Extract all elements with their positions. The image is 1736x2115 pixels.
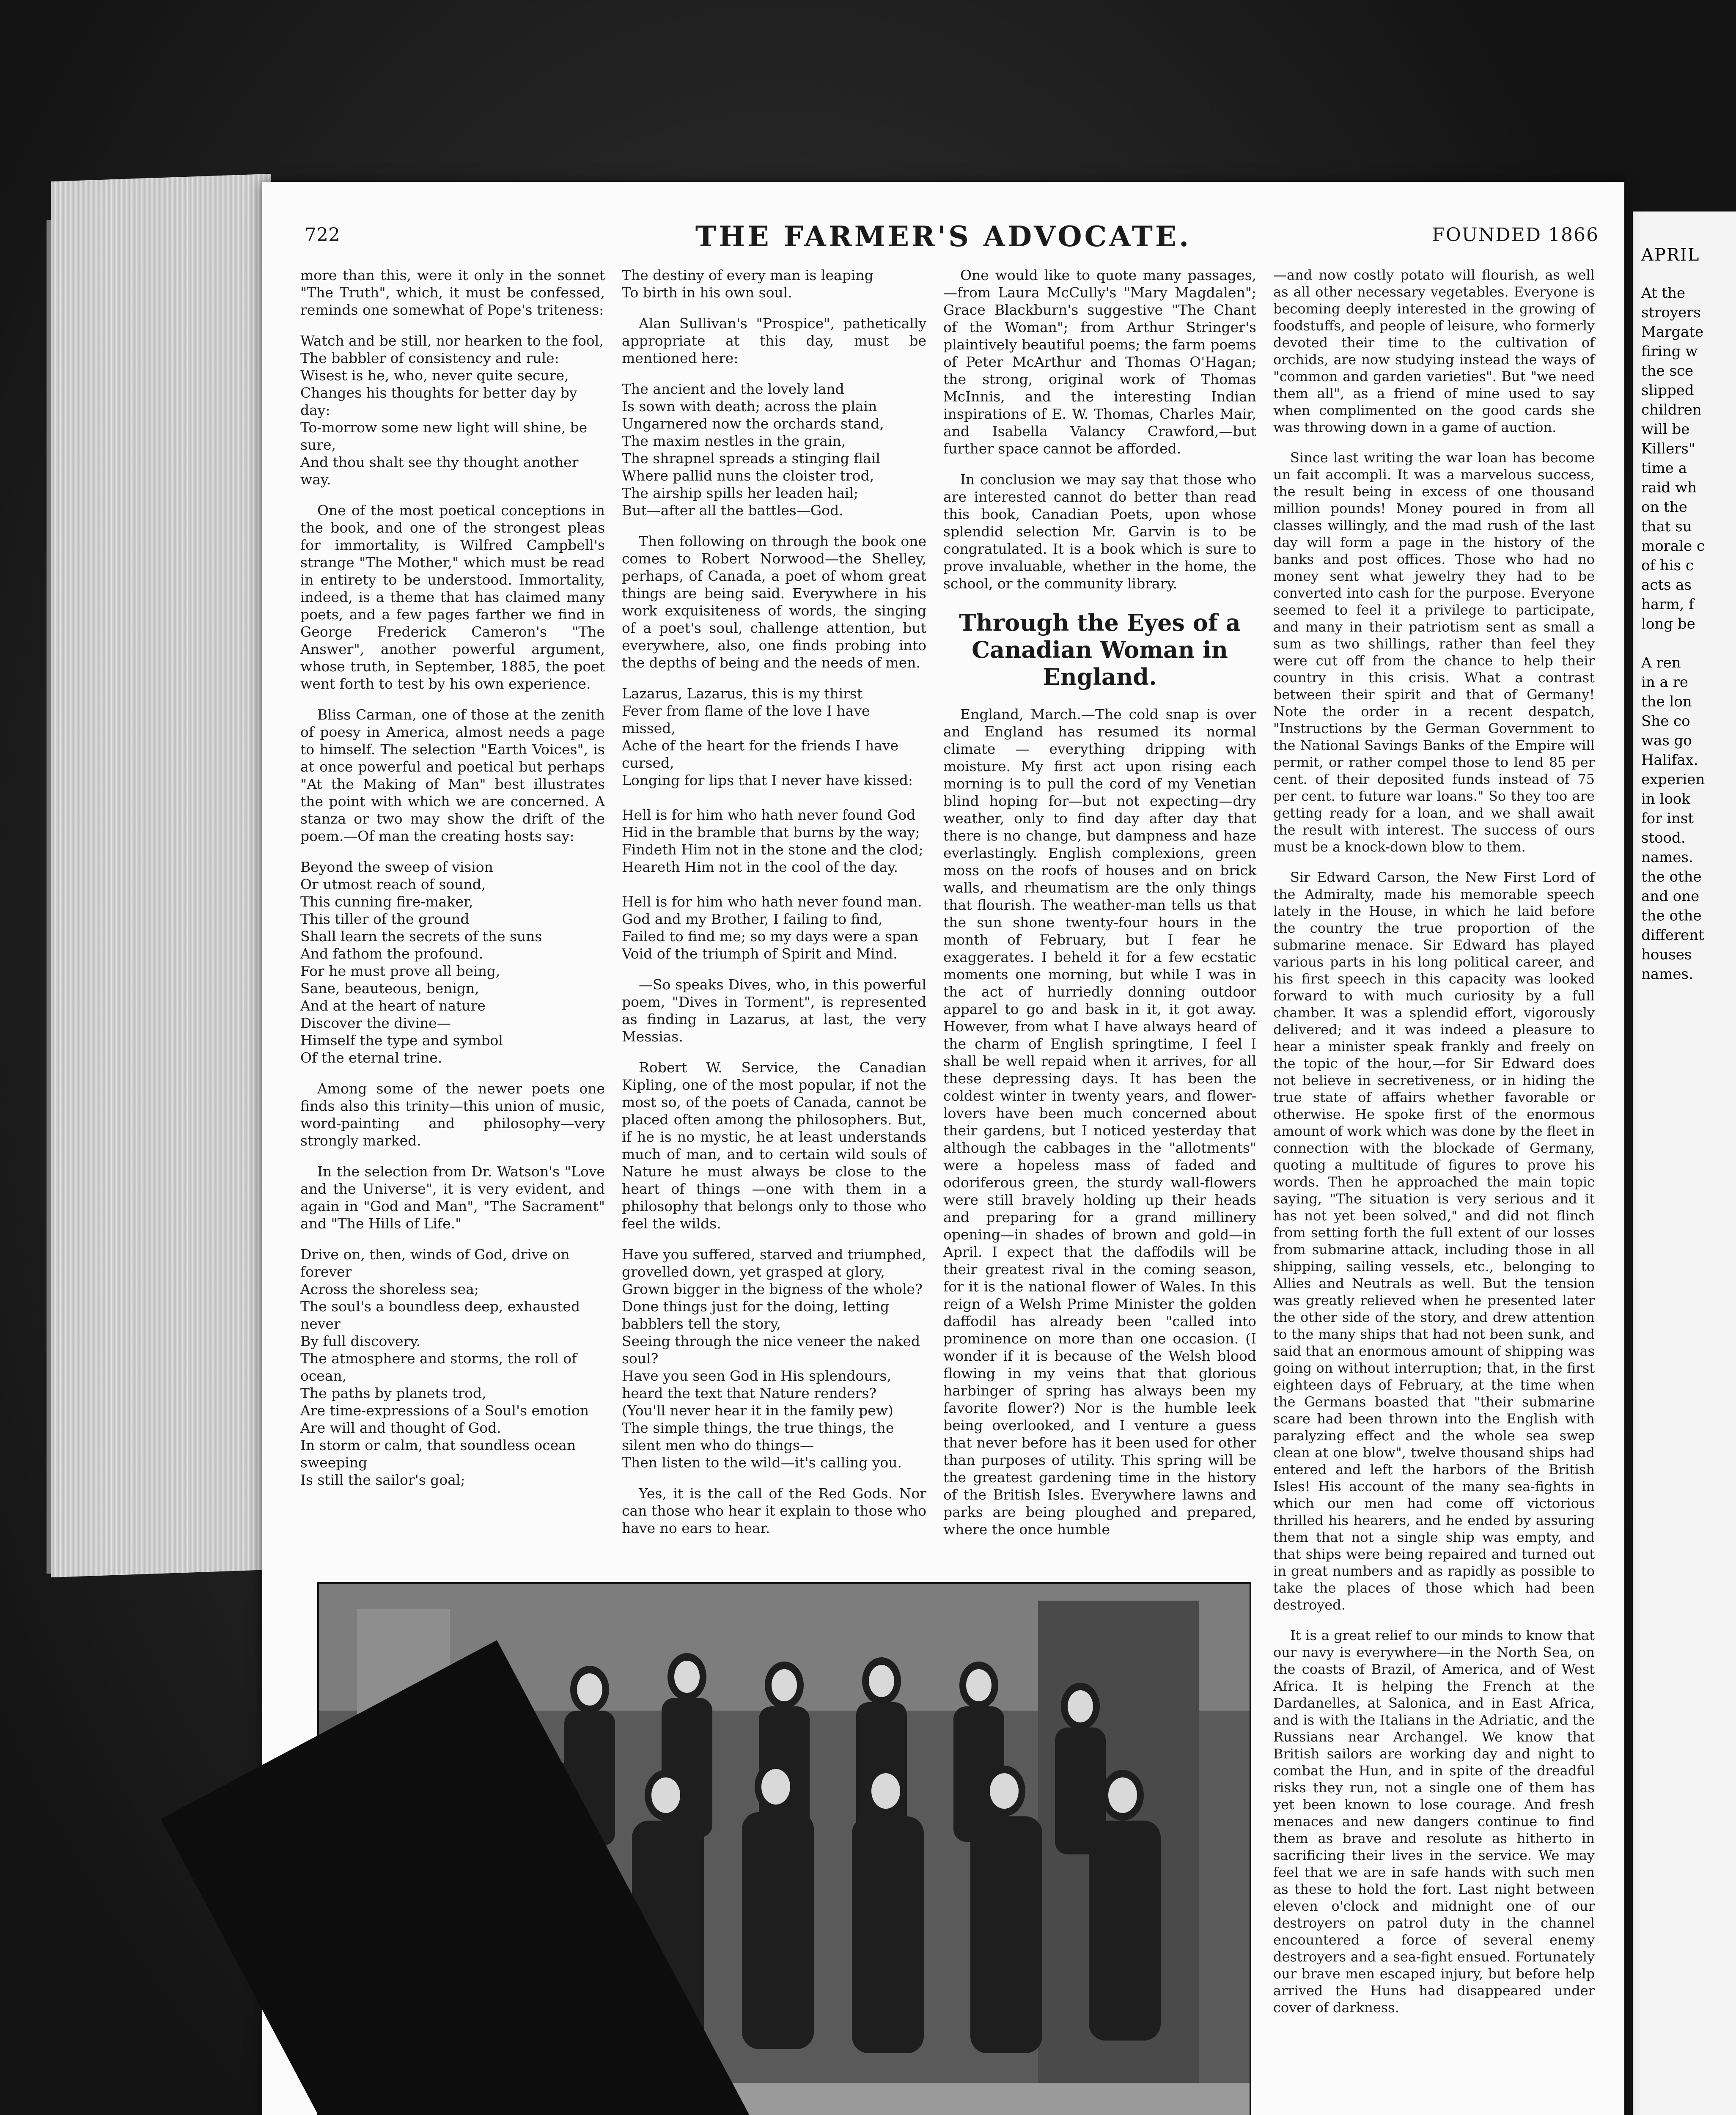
article-title: Through the Eyes of a Canadian Woman in England. <box>959 609 1241 690</box>
next-page-header: APRIL <box>1641 245 1700 265</box>
verse: Watch and be still, nor hearken to the fool, The babbler of consistency and rule: Wisest is he, who, never quite secure, Changes his thoughts for better day by day: To-morrow some new light will shine, be sure, And thou shalt see thy thought another way. <box>300 332 604 488</box>
page-header <box>262 199 1624 258</box>
paragraph: In the selection from Dr. Watson's "Love and the Universe", it is very evident, and again in "God and Man", "The Sacrament" and "The Hills of Life." <box>300 1163 605 1232</box>
masthead: THE FARMER'S ADVOCATE. <box>695 220 1192 253</box>
paragraph: Since last writing the war loan has become un fait accompli. It was a marvelous success, the result being in excess of one thousand million pounds! Money poured in from all classes willingly, and the mad rush of the last day will form a page in the history of the banks and post offices. Those who had no money sent what jewelry they had to be converted into cash for the purpose. Everyone seemed to feel it a privilege to participate, and many in their patriotism sent as small a sum as two shillings, rather than feel they were cut off from the chance to help their country in this crisis. What a contrast between their spirit and that of Germany! Note the order in a recent despatch, "Instructions by the German Government to the National Savings Banks of the Empire will permit, or rather compel those to lend 85 per cent. of their deposited funds instead of 75 per cent. to future war loans." So they too are getting ready for a loan, and we shall await the result with interest. The success of ours must be a knock-down blow to them. <box>1273 450 1595 855</box>
paragraph: One of the most poetical conceptions in the book, and one of the strongest pleas for immortality, is Wilfred Campbell's strange "The Mother," which must be read in entirety to be understood. Immortality, indeed, is a theme that has claimed many poets, and a few pages farther we find in George Frederick Cameron's "The Answer", another powerful argument, whose truth, in September, 1885, the poet went forth to test by his own experience. <box>300 502 605 692</box>
next-page-text: At the stroyers Margate firing w the sce slipped children will be Killers" time a raid wh on the that su morale c of his c acts as harm, f long be A ren in a re the lon She co was go Halifax. experien in look for inst stood. names. the othe and one the othe different houses names. <box>1641 285 1705 983</box>
paragraph: —So speaks Dives, who, in this powerful poem, "Dives in Torment", is represented as finding in Lazarus, at last, the very Messias. <box>622 976 926 1045</box>
founded-line: FOUNDED 1866 <box>1432 224 1599 246</box>
paragraph: One would like to quote many passages, —from Laura McCully's "Mary Magdalen"; Grace Blackburn's suggestive "The Chant of the Woman"; from Arthur Stringer's plaintively beautiful poems; the farm poems of Peter McArthur and Thomas O'Hagan; the strong, original work of Thomas McInnis, and the interesting Indian inspirations of E. W. Thomas, Charles Mair, and Isabella Valancy Crawford,—but further space cannot be afforded. <box>943 267 1256 457</box>
next-page-fragment <box>1633 212 1736 2115</box>
column-1 <box>300 266 605 1502</box>
book-page-edges <box>51 174 271 1577</box>
column-3 <box>943 266 1256 1552</box>
paragraph: It is a great relief to our minds to know that our navy is everywhere—in the North Sea, on the coasts of Brazil, of America, and of West Africa. It is helping the French at the Dardanelles, at Salonica, and in East Africa, and is with the Italians in the Adriatic, and the Russians near Archangel. We know that British sailors are working day and night to combat the Hun, and in spite of the dreadful risks they run, not a single one of them has yet been known to lose courage. And fresh menaces and new dangers continue to find them as brave and resolute as hitherto in sacrificing their lives in the service. We may feel that we are in safe hands with such men as these to hold the fort. Last night between eleven o'clock and midnight one of our destroyers on patrol duty in the channel encountered a force of several enemy destroyers and a sea-fight ensued. Fortunately our brave men escaped injury, but before help arrived the Huns had disappeared under cover of darkness. <box>1273 1627 1595 2016</box>
paragraph: In conclusion we may say that those who are interested cannot do better than read this book, Canadian Poets, upon whose splendid selection Mr. Garvin is to be congratulated. It is a book which is sure to prove invaluable, whether in the home, the school, or the community library. <box>943 471 1256 592</box>
verse: The ancient and the lovely land Is sown with death; across the plain Ungarnered now the orchards stand, The maxim nestles in the grain, The shrapnel spreads a stinging flail Where pallid nuns the cloister trod, The airship spills her leaden hail; But—after all the battles—God. <box>622 381 884 519</box>
paragraph: Bliss Carman, one of those at the zenith of poesy in America, almost needs a page to himself. The selection "Earth Voices", is at once powerful and poetical but perhaps "At the Making of Man" best illustrates the point with which we are concerned. A stanza or two may show the drift of the poem.—Of man the creating hosts say: <box>300 706 605 844</box>
paragraph: Alan Sullivan's "Prospice", pathetically appropriate at this day, must be mentioned here: <box>622 315 926 366</box>
column-4 <box>1273 266 1595 2030</box>
verse: Lazarus, Lazarus, this is my thirst Fever from flame of the love I have missed, Ache of the heart for the friends I have cursed, Longing for lips that I never have kissed: Hell is for him who hath never found God Hid in the bramble that burns by the way; Findeth Him not in the stone and the clod; Heareth Him not in the cool of the day. Hell is for him who hath never found man. God and my Brother, I failing to find, Failed to find me; so my days were a span Void of the triumph of Spirit and Mind. <box>622 685 923 962</box>
verse: Have you suffered, starved and triumphed, grovelled down, yet grasped at glory, Grown bigger in the bigness of the whole? Done things just for the doing, letting babblers tell the story, Seeing through the nice veneer the naked soul? Have you seen God in His splendours, heard the text that Nature renders? (You'll never hear it in the family pew) The simple things, the true things, the silent men who do things— Then listen to the wild—it's calling you. <box>622 1246 926 1471</box>
paragraph: —and now costly potato will flourish, as well as all other necessary vegetables. Everyone is becoming deeply interested in the growing of foodstuffs, and people of leisure, who formerly devoted their time to the cultivation of orchids, are now studying instead the ways of "common and garden varieties". But "we need them all", as a friend of mine used to say when complimented on the good cards she was throwing down in a game of auction. <box>1273 267 1595 435</box>
paragraph: Yes, it is the call of the Red Gods. Nor can those who hear it explain to those who have no ears to hear. <box>622 1485 926 1536</box>
verse: The destiny of every man is leaping To birth in his own soul. <box>622 267 873 301</box>
paragraph: Sir Edward Carson, the New First Lord of the Admiralty, made his memorable speech lately in the House, in which he laid before the country the true proportion of the submarine menace. Sir Edward has played various parts in his long political career, and his first speech in this capacity was looked forward to with much curiosity by a full chamber. It was a splendid effort, vigorously delivered; and it was indeed a pleasure to hear a minister speak frankly and freely on the topic of the hour,—for Sir Edward does not believe in secretiveness, or in hiding the true state of affairs whether favorable or otherwise. He spoke first of the enormous amount of work which was done by the fleet in connection with the blockade of Germany, quoting a multitude of figures to prove his words. Then he approached the main topic saying, "The situation is very serious and it has not yet been solved," and did not flinch from setting forth the full extent of our losses from submarine attack, including those in all shipping, sailing vessels, etc., belonging to Allies and Neutrals as well. But the tension was greatly relieved when he presented later the other side of the story, and drew attention to the many ships that had not been sunk, and said that an enormous amount of shipping was going on without interruption; that, in the first eighteen days of February, at the time when the Germans boasted that "their submarine scare had been thrown into the English with paralyzing effect and the whole sea swep clean at one blow", twelve thousand ships had entered and left the harbors of the British Isles! His account of the many sea-fights in which our men had come off victorious thrilled his hearers, and he ended by assuring them that not a single ship was empty, and that ships were being repaired and turned out in great numbers and as rapidly as possible to take the places of those which had been destroyed. <box>1273 869 1595 1613</box>
verse: Beyond the sweep of vision Or utmost reach of sound, This cunning fire-maker, This tiller of the ground Shall learn the secrets of the suns And fathom the profound. For he must prove all being, Sane, beauteous, benign, And at the heart of nature Discover the divine— Himself the type and symbol Of the eternal trine. <box>300 859 542 1066</box>
verse: Drive on, then, winds of God, drive on forever Across the shoreless sea; The soul's a boundless deep, exhausted never By full discovery. The atmosphere and storms, the roll of ocean, The paths by planets trod, Are time-expressions of a Soul's emotion Are will and thought of God. In storm or calm, that soundless ocean sweeping Is still the sailor's goal; <box>300 1246 589 1488</box>
paragraph: more than this, were it only in the sonnet "The Truth", which, it must be confessed, reminds one somewhat of Pope's triteness: <box>300 267 605 318</box>
page-number: 722 <box>305 224 340 246</box>
paragraph: England, March.—The cold snap is over and England has resumed its normal climate — everything dripping with moisture. My first act upon rising each morning is to pull the cord of my Venetian blind hoping for—but not expecting—dry weather, only to find day after day that there is no change, but dampness and haze everlastingly. English complexions, green moss on the roofs of houses and on brick walls, and rheumatism are the only things that flourish. The weather-man tells us that the sun shone twenty-four hours in the month of February, but I fear he exaggerates. I beheld it for a few ecstatic moments one morning, but while I was in the act of hurriedly donning outdoor apparel to go and bask in it, it got away. However, from what I have always heard of the charm of English springtime, I feel I shall be well repaid when it arrives, for all these depressing days. It has been the coldest winter in twenty years, and flower-lovers have been much concerned about their gardens, but I noticed yesterday that although the cabbages in the "allotments" were a hopeless mass of faded and odoriferous green, the sturdy wall-flowers were still bravely holding up their heads and preparing for a grand millinery opening—in shades of brown and gold—in April. I expect that the daffodils will be their greatest rival in the coming season, for it is the national flower of Wales. In this reign of a Welsh Prime Minister the golden daffodil has already been "called into prominence on more than one occasion. (I wonder if it is because of the Welsh blood flowing in my veins that that glorious harbinger of spring has always been my favorite flower?) Nor is the humble leek being overlooked, and I venture a guess that never before has it been used for other than purposes of utility. This spring will be the greatest gardening time in the history of the British Isles. Everywhere lawns and parks are being ploughed and prepared, where the once humble <box>943 706 1256 1538</box>
column-2 <box>622 266 926 1550</box>
paragraph: Then following on through the book one comes to Robert Norwood—the Shelley, perhaps, of Canada, a poet of whom great things are being said. Everywhere in his work exquisiteness of words, the singing of a poet's soul, challenge attention, but everywhere, also, one finds probing into the depths of being and the needs of men. <box>622 533 926 671</box>
paragraph: Robert W. Service, the Canadian Kipling, one of the most popular, if not the most so, of the poets of Canada, cannot be placed often among the philosophers. But, if he is no mystic, he at least understands much of man, and to certain wild souls of Nature he must always be close to the heart of things —one with them in a philosophy that belongs only to those who feel the wilds. <box>622 1059 926 1232</box>
paragraph: Among some of the newer poets one finds also this trinity—this union of music, word-painting and philosophy—very strongly marked. <box>300 1080 605 1149</box>
